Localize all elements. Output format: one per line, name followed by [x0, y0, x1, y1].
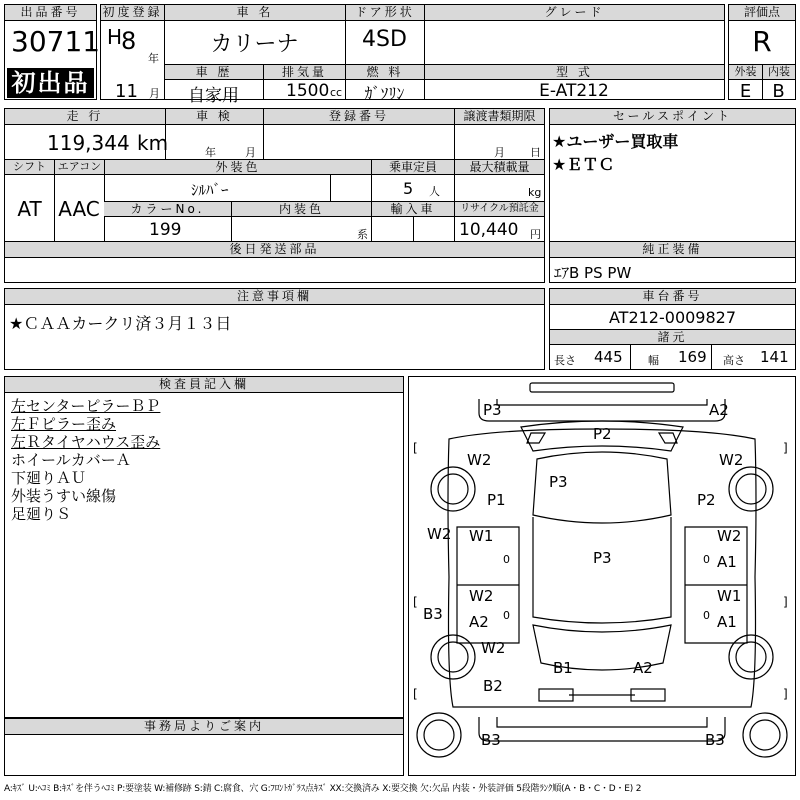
regno-label: 登録番号: [263, 109, 454, 125]
damage-mark: A2: [709, 401, 729, 419]
damage-mark: 0: [503, 609, 510, 622]
transfer-label: 譲渡書類期限: [454, 109, 544, 125]
ac: AAC: [58, 197, 100, 221]
inspector-note-line: ホイールカバーＡ: [11, 451, 131, 469]
fuel: ｶﾞｿﾘﾝ: [364, 84, 405, 103]
reg-month: 11: [115, 81, 138, 102]
intcolor-unit: 系: [357, 228, 368, 241]
damage-mark: W2: [469, 587, 494, 605]
later-parts-label: 後日発送部品: [5, 242, 544, 258]
damage-mark: B3: [481, 731, 501, 749]
length: 445: [594, 348, 623, 366]
inspector-note-line: 下廻りＡＵ: [11, 469, 87, 487]
damage-mark: B3: [705, 731, 725, 749]
inspector-note-line: 左Ｒタイヤハウス歪み: [11, 433, 161, 451]
year-unit: 年: [148, 52, 159, 65]
chassis-label: 車台番号: [550, 289, 795, 305]
damage-mark: [: [413, 441, 418, 455]
legend: A:ｷｽﾞ U:ﾍｺﾐ B:ｷｽﾞを伴うﾍｺﾐ P:要塗装 W:補修跡 S:錆 C:腐食、穴 G:ﾌﾛﾝﾄｶﾞﾗｽ点ｷｽﾞ XX:交換済み X:要交換 欠:欠品 内装・外装評価 5段階ﾗﾝｸ順(A・B・C・D・E) 2: [4, 784, 642, 794]
damage-mark: W1: [469, 527, 494, 545]
grade-label: グレード: [424, 5, 724, 21]
lot-label: 出品番号: [5, 5, 96, 21]
car-diagram-box: [408, 376, 796, 776]
damage-mark: P3: [549, 473, 568, 491]
mileage: 119,344: [47, 131, 130, 155]
equipment-value: ｴｱB PS PW: [554, 264, 632, 282]
inspector-note-line: 左センターピラーＢＰ: [11, 397, 161, 415]
equipment-box: [549, 241, 796, 283]
inspector-box: [4, 376, 404, 718]
width: 169: [678, 348, 707, 366]
damage-mark: A1: [717, 613, 737, 631]
displacement: 1500: [286, 81, 330, 101]
load-label: 最大積載量: [454, 160, 544, 175]
load-unit: kg: [528, 186, 542, 199]
office-box: [4, 718, 404, 776]
damage-mark: W2: [717, 527, 742, 545]
history-label: 車 歴: [164, 65, 263, 80]
mileage-unit: km: [137, 131, 169, 155]
score-label: 評価点: [729, 5, 795, 21]
damage-mark: [: [413, 595, 418, 609]
damage-mark: W2: [427, 525, 452, 543]
chassis-box: [549, 288, 796, 370]
month-unit: 月: [149, 87, 160, 100]
ext-label: 外装: [729, 65, 762, 80]
model-code: E-AT212: [539, 81, 609, 101]
main-header-box: [100, 4, 725, 106]
import-label: 輸入車: [371, 202, 454, 217]
recycle-unit: 円: [530, 228, 541, 241]
score-value: R: [752, 25, 772, 58]
ext-grade: E: [739, 81, 752, 102]
reg-year: 8: [121, 27, 137, 55]
ac-label: エアコン: [54, 160, 104, 175]
damage-mark: [: [413, 687, 418, 701]
damage-mark: P3: [483, 401, 502, 419]
disp-label: 排気量: [263, 65, 345, 80]
damage-mark: W2: [719, 451, 744, 469]
int-grade: B: [772, 81, 785, 102]
colorno-label: カラーNo.: [104, 202, 231, 217]
damage-mark: W2: [467, 451, 492, 469]
fuel-label: 燃 料: [345, 65, 424, 80]
damage-mark: A2: [469, 613, 489, 631]
transfer-month: 月: [494, 146, 505, 159]
transfer-day: 日: [530, 146, 541, 159]
damage-mark: ]: [783, 441, 788, 455]
score-box: [728, 4, 796, 100]
seats-unit: 人: [429, 185, 440, 198]
sales-point-item: ★ＥＴＣ: [552, 155, 615, 174]
seats: 5: [403, 179, 414, 198]
mileage-label: 走 行: [5, 109, 165, 125]
era: H: [107, 25, 123, 49]
damage-mark: ]: [783, 687, 788, 701]
equipment-label: 純正装備: [550, 242, 795, 258]
door-label: ドア形状: [345, 5, 424, 21]
intcolor-label: 内装色: [231, 202, 371, 217]
dims-label: 諸元: [550, 330, 795, 345]
insp-year: 年: [205, 146, 216, 159]
inspector-note-line: 左Ｆピラー歪み: [11, 415, 117, 433]
inspector-note-line: 外装うすい線傷: [11, 487, 117, 505]
inspector-note-line: 足廻りＳ: [11, 505, 72, 523]
color-label: 外装色: [104, 160, 371, 175]
shift-label: シフト: [5, 160, 54, 175]
seats-label: 乗車定員: [371, 160, 454, 175]
notes-box: [4, 288, 545, 370]
damage-mark: W2: [481, 639, 506, 657]
recycle-label: リサイクル預託金: [454, 202, 544, 217]
height: 141: [760, 348, 789, 366]
notes-value: ★ＣＡＡカークリ済３月１３日: [9, 314, 232, 333]
door-type: 4SD: [362, 27, 407, 52]
width-label: 幅: [648, 354, 659, 367]
name-label: 車 名: [164, 5, 345, 21]
damage-mark: P1: [487, 491, 506, 509]
model-label: 型 式: [424, 65, 724, 80]
lot-number-box: [4, 4, 101, 100]
damage-mark: P2: [697, 491, 716, 509]
damage-mark: A1: [717, 553, 737, 571]
length-label: 長さ: [554, 354, 576, 367]
damage-mark: B1: [553, 659, 573, 677]
sales-point-item: ★ユーザー買取車: [552, 132, 679, 151]
damage-mark: 0: [703, 609, 710, 622]
damage-mark: P3: [593, 549, 612, 567]
height-label: 高さ: [723, 354, 745, 367]
car-name: カリーナ: [210, 32, 299, 57]
disp-unit: cc: [330, 86, 343, 99]
sales-point-label: セールスポイント: [550, 109, 795, 125]
int-label: 内装: [762, 65, 795, 80]
damage-mark: B2: [483, 677, 503, 695]
chassis-number: AT212-0009827: [608, 308, 737, 327]
later-parts-box: [4, 241, 545, 283]
damage-mark: 0: [703, 553, 710, 566]
damage-mark: A2: [633, 659, 653, 677]
damage-mark: P2: [593, 425, 612, 443]
first-listing-badge: 初出品: [7, 68, 94, 98]
color: ｼﾙﾊﾞｰ: [191, 181, 229, 199]
damage-mark: ]: [783, 595, 788, 609]
damage-mark: B3: [423, 605, 443, 623]
color-number: 199: [149, 220, 182, 240]
shift: AT: [17, 197, 42, 221]
inspector-label: 検査員記入欄: [5, 377, 403, 393]
office-label: 事務局よりご案内: [5, 719, 403, 735]
recycle-fee: 10,440: [459, 220, 519, 240]
damage-mark: 0: [503, 553, 510, 566]
insp-month: 月: [245, 146, 256, 159]
notes-label: 注意事項欄: [5, 289, 544, 305]
inspection-label: 車 検: [165, 109, 263, 125]
lot-number: 30711: [11, 25, 101, 58]
history: 自家用: [188, 86, 239, 106]
damage-mark: W1: [717, 587, 742, 605]
spec-box: [4, 108, 545, 243]
sales-point-box: [549, 108, 796, 243]
reg-label: 初度登録: [102, 5, 163, 19]
